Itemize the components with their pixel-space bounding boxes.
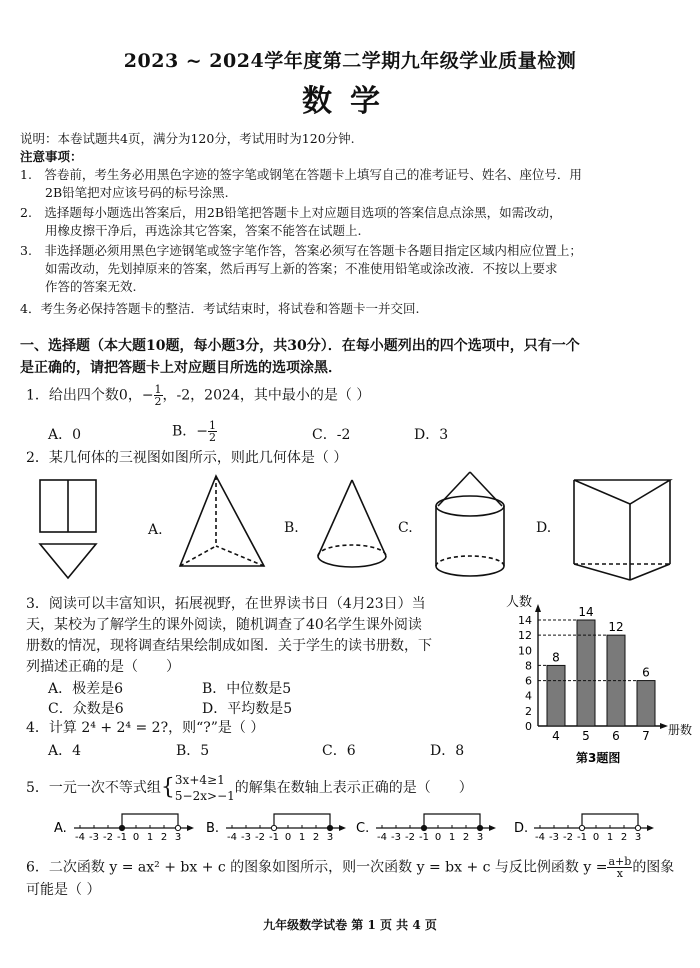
tick-label: -2: [563, 832, 573, 843]
bar: [577, 620, 595, 726]
option-a-figure: [180, 476, 264, 566]
q4-option-c: C．6: [322, 743, 356, 759]
x-tick-label: 5: [582, 729, 590, 743]
fraction: $\frac{1}{2}$: [154, 383, 162, 408]
tick-label: 3: [326, 832, 334, 843]
tick-label: -1: [419, 832, 429, 843]
q3-bar-chart: [496, 590, 696, 770]
q2-label-a: A.: [148, 522, 163, 538]
tick-label: -4: [377, 832, 387, 843]
tick-label: -1: [269, 832, 279, 843]
tick-label: 2: [620, 832, 628, 843]
q4-option-a: A．4: [48, 743, 82, 759]
y-tick-label: 8: [525, 659, 532, 673]
option-label: D.: [514, 821, 529, 836]
tick-label: -2: [255, 832, 265, 843]
q2-label-c: C.: [398, 520, 413, 536]
number-line: [356, 814, 496, 843]
q1-option-c: C．-2: [312, 427, 351, 443]
chart-caption: 第3题图: [576, 751, 621, 765]
note-line: 2B铅笔把对应该号码的标号涂黑.: [20, 185, 229, 200]
bar-value-label: 8: [552, 650, 560, 665]
section1-heading-2: 是正确的，请把答题卡上对应题目所选的选项涂黑．: [20, 360, 342, 376]
note-line: 1. 答卷前，考生务必用黑色字迹的签字笔或钢笔在答题卡上填写自己的准考证号、姓名、座位号．用: [20, 167, 582, 182]
tick-label: -3: [391, 832, 401, 843]
option-label: C.: [356, 821, 370, 836]
tick-label: -2: [405, 832, 415, 843]
tick-label: 2: [160, 832, 168, 843]
notes-heading: 注意事项：: [20, 149, 83, 164]
tick-label: 2: [462, 832, 470, 843]
y-tick-label: 6: [525, 674, 532, 688]
x-tick-label: 6: [612, 729, 620, 743]
note-line: 3. 非选择题必须用黑色字迹钢笔或签字笔作答，答案必须写在答题卡各题目指定区域内相应位置上；: [20, 243, 582, 258]
tick-label: 0: [132, 832, 140, 843]
q1-option-b: B．− $\frac{1}{2}$: [172, 419, 217, 444]
x-tick-label: 4: [552, 729, 560, 743]
tick-label: -3: [549, 832, 559, 843]
tick-label: -3: [241, 832, 251, 843]
q3-stem-line: 天，某校为了解学生的课外阅读，随机调查了40名学生课外阅读: [26, 617, 422, 633]
bar-value-label: 6: [642, 665, 650, 680]
bar: [547, 665, 565, 726]
option-label: A.: [54, 821, 67, 836]
x-tick-label: 7: [642, 729, 650, 743]
q3-option-c: C．众数是6: [48, 701, 124, 717]
tick-label: 1: [146, 832, 154, 843]
y-tick-label: 2: [525, 704, 532, 718]
number-line: [54, 814, 194, 843]
y-tick-label: 14: [518, 614, 532, 627]
tick-label: -4: [227, 832, 237, 843]
q1-stem: 1．给出四个数0，− $\frac{1}{2}$ ，-2，2024，其中最小的是（ ）: [26, 383, 371, 408]
q1-option-a: A．0: [48, 427, 82, 443]
q3-option-a: A．极差是6: [48, 681, 124, 697]
tick-label: 1: [606, 832, 614, 843]
q2-label-d: D.: [536, 520, 552, 536]
tick-label: -4: [75, 832, 85, 843]
top-view: [40, 544, 96, 578]
tick-label: 2: [312, 832, 320, 843]
note-line: 4．考生务必保持答题卡的整洁．考试结束时，将试卷和答题卡一并交回.: [20, 301, 420, 316]
bar: [637, 681, 655, 726]
q4-option-d: D．8: [430, 743, 465, 759]
note-line: 用橡皮擦干净后，再选涂其它答案，答案不能答在试题上.: [20, 223, 362, 238]
note-line: 如需改动，先划掉原来的答案，然后再写上新的答案；不准使用铅笔或涂改液．不按以上要求: [20, 261, 558, 276]
q3-option-d: D．平均数是5: [202, 701, 293, 717]
tick-label: -3: [89, 832, 99, 843]
tick-label: 3: [476, 832, 484, 843]
option-b-figure: [318, 480, 386, 567]
q5-number-lines: [40, 806, 690, 846]
q5-stem: 5．一元一次不等式组{ 3x+4≥1 5−2x>−1 的解集在数轴上表示正确的是（ ）: [26, 773, 473, 803]
exam-title: 2023 ~ 2024学年度第二学期九年级学业质量检测: [123, 50, 577, 72]
y-tick-label: 10: [518, 644, 532, 658]
number-line: [514, 814, 654, 843]
option-label: B.: [206, 821, 220, 836]
q6-stem-2: 可能是（ ）: [26, 882, 101, 898]
q3-option-b: B．中位数是5: [202, 681, 292, 697]
tick-label: 0: [284, 832, 292, 843]
tick-label: -4: [535, 832, 545, 843]
note-line: 2. 选择题每小题选出答案后，用2B铅笔把答题卡上对应题目选项的答案信息点涂黑，如需改动，: [20, 205, 562, 220]
q3-stem-line: 3．阅读可以丰富知识，拓展视野，在世界读书日（4月23日）当: [26, 596, 426, 612]
q4-option-b: B．5: [176, 743, 210, 759]
q2-figures: [30, 468, 690, 586]
bar-value-label: 14: [578, 605, 594, 619]
q3-stem-line: 册数的情况，现将调查结果绘制成如图．关于学生的读书册数，下: [26, 638, 432, 654]
y-tick-label: 4: [525, 689, 532, 703]
tick-label: 3: [634, 832, 642, 843]
section1-heading: 一、选择题（本大题10题，每小题3分，共30分）．在每小题列出的四个选项中，只有一个: [20, 338, 580, 354]
q3-stem-line: 列描述正确的是（ ）: [26, 659, 180, 675]
subject-title: 数学: [302, 84, 398, 119]
tick-label: -1: [117, 832, 127, 843]
q1-option-d: D．3: [414, 427, 449, 443]
exam-intro: 说明：本卷试题共4页，满分为120分，考试用时为120分钟.: [20, 131, 355, 146]
y-axis-arrow: [535, 604, 541, 612]
x-axis-arrow: [660, 723, 668, 729]
option-d-figure: [574, 480, 670, 580]
bar-value-label: 12: [608, 620, 624, 635]
q2-stem: 2．某几何体的三视图如图所示，则此几何体是（ ）: [26, 450, 348, 466]
q6-stem: 6．二次函数 y = ax² + bx + c 的图象如图所示，则一次函数 y = bx + c 与反比例函数 y = $\frac{a+b}{x}$ 的图象: [26, 855, 675, 880]
note-line: 作答的答案无效.: [20, 279, 137, 294]
tick-label: 3: [174, 832, 182, 843]
y-tick-label: 12: [518, 629, 532, 643]
inequality-1: 3x+4≥1: [174, 773, 225, 787]
option-c-figure: [436, 472, 504, 576]
tick-label: -1: [577, 832, 587, 843]
q4-stem: 4．计算 2⁴ + 2⁴ = 2?，则“?”是（ ）: [26, 720, 265, 736]
tick-label: 0: [592, 832, 600, 843]
number-line: [206, 814, 346, 843]
tick-label: -2: [103, 832, 113, 843]
x-axis-label: 册数: [668, 723, 693, 737]
y-axis-label: 人数: [506, 595, 533, 610]
tick-label: 0: [434, 832, 442, 843]
inequality-2: 5−2x>−1: [174, 789, 235, 803]
page-footer: 九年级数学试卷 第 1 页 共 4 页: [263, 918, 437, 932]
y-tick-label: 0: [525, 720, 532, 733]
q2-label-b: B.: [284, 520, 299, 536]
tick-label: 1: [448, 832, 456, 843]
tick-label: 1: [298, 832, 306, 843]
